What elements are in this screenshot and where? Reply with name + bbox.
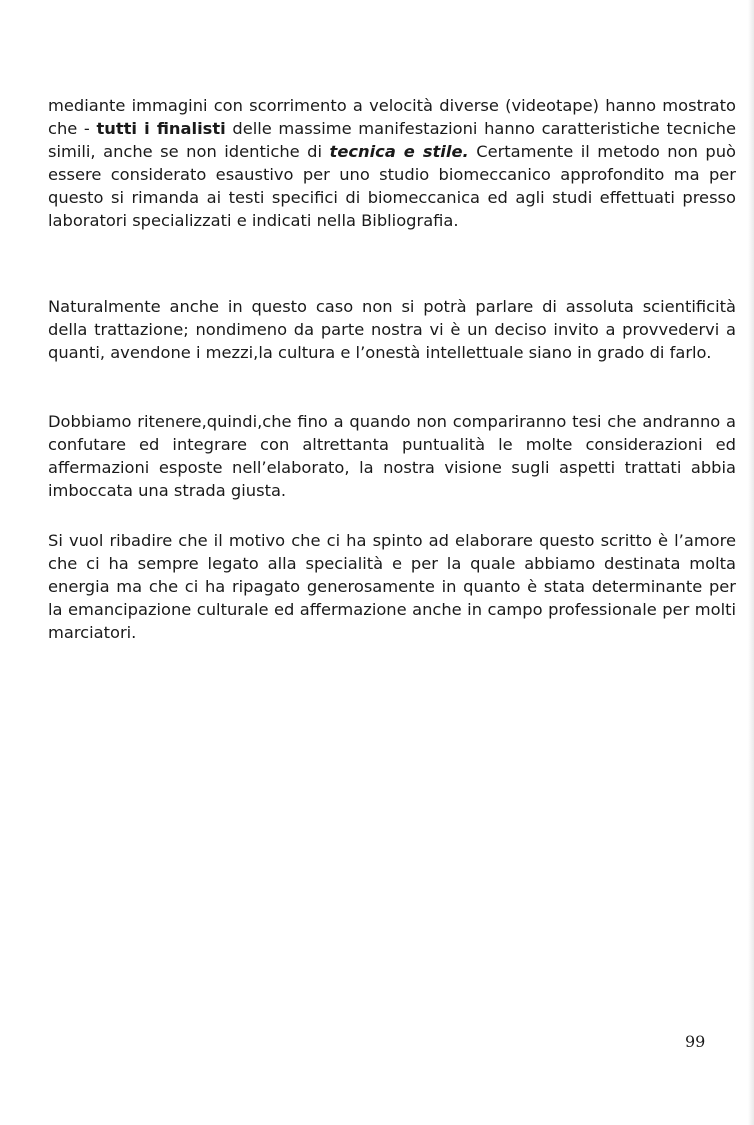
text-run: Certamente il metodo non può essere considerato esaustivo per uno studio biomeccanico approfondito ma per questo si rimanda ai testi specifici di biomeccanica ed agli studi effettuati presso laboratori specializzati e indicati nella Bibliografia.: [48, 141, 736, 230]
text-run: delle massime manifestazioni hanno caratteristiche tecniche simili, anche se non identiche di: [48, 118, 737, 161]
paragraph-videotape-analysis: [48, 95, 736, 232]
bold-italic-text-technique: tecnica e stile.: [329, 141, 469, 161]
paragraph-scientificity: [48, 296, 736, 365]
paragraph-text: Dobbiamo ritenere,quindi,che fino a quando non compariranno tesi che andranno a confutare ed integrare con altrettanta puntualità le molte considerazioni ed affermazioni esposte nell’elaborato, la nostra visione sugli aspetti trattati abbia imboccata una strada giusta.: [48, 412, 736, 500]
paragraph-text: [48, 95, 736, 232]
paragraph-motivation: [48, 530, 736, 645]
page-edge-shadow: [748, 0, 754, 1125]
page-number: 99: [685, 1032, 706, 1051]
paragraph-text: Naturalmente anche in questo caso non si potrà parlare di assoluta scientificità della trattazione; nondimeno da parte nostra vi è un deciso invito a provvedervi a quanti, avendone i mezzi,la cultura e l’onestà intellettuale siano in grado di farlo.: [48, 297, 736, 362]
bold-text-finalists: tutti i finalisti: [96, 118, 226, 138]
paragraph-text: Si vuol ribadire che il motivo che ci ha spinto ad elaborare questo scritto è l’amore che ci ha sempre legato alla specialità e per la quale abbiamo destinata molta energia ma che ci ha ripagato generosamente in quanto è stata determinante per la emancipazione culturale ed affermazione anche in campo professionale per molti marciatori.: [48, 531, 736, 642]
paragraph-conclusion: [48, 411, 736, 503]
text-run: mediante immagini con scorrimento a velocità diverse (videotape) hanno mostrato che -: [48, 96, 736, 138]
